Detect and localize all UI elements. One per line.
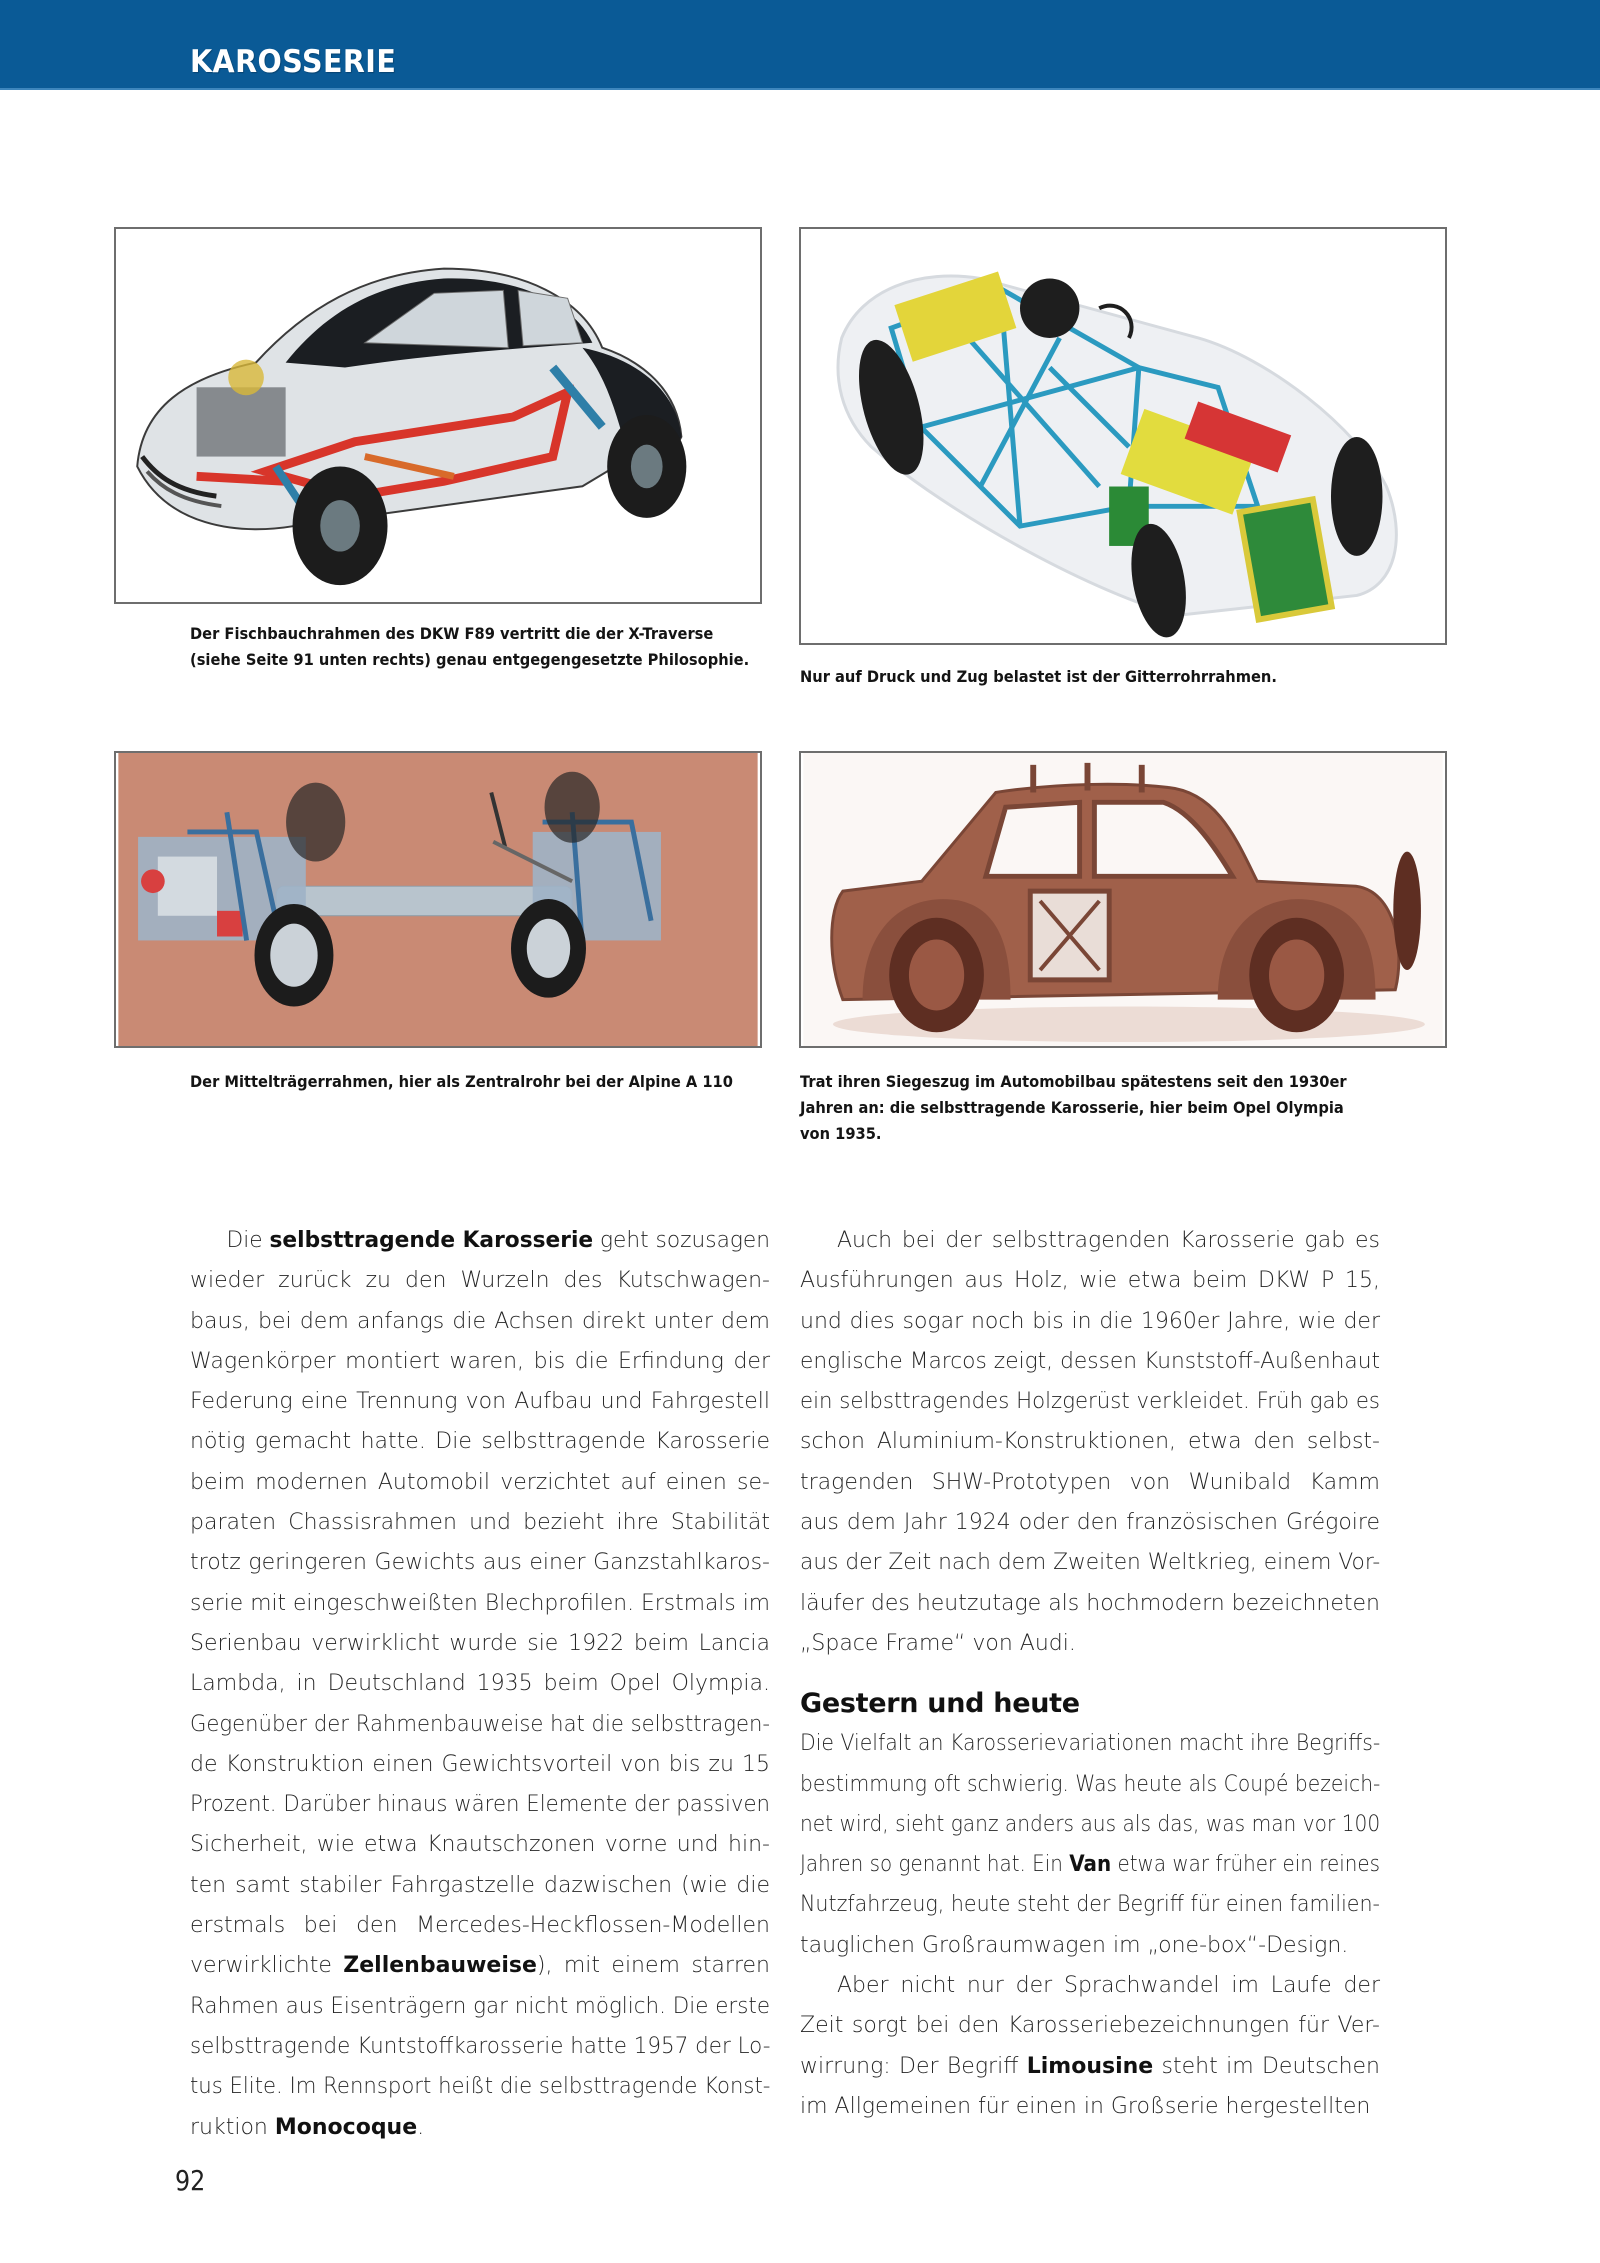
caption-line: Jahren an: die selbsttragende Karosserie, hier beim Opel Olympia [800,1098,1344,1117]
paragraph-sprachwandel [800,1966,1380,2127]
text-line: serie mit eingeschweißten Blechprofilen. Erstmals im [190,1590,770,1616]
text-line: Nutzfahrzeug, heute steht der Begriff für einen familien- [800,1892,1380,1918]
body-text-left-column [190,1221,770,2148]
text-line: de Konstruktion einen Gewichtsvorteil von bis zu 15 [190,1751,770,1777]
text-line: Gegenüber der Rahmenbauweise hat die selbsttragen- [190,1711,771,1737]
text-line: Lambda, in Deutschland 1935 beim Opel Olympia. [190,1671,770,1697]
text-line: läufer des heutzutage als hochmodern bezeichneten [800,1590,1380,1616]
section-header-band [0,0,1600,90]
text-line: englische Marcos zeigt, dessen Kunststoff-Außenhaut [800,1348,1380,1374]
bold-term: Zellenbauweise [343,1953,537,1979]
text-line: beim modernen Automobil verzichtet auf einen se- [190,1469,770,1495]
caption-line: Der Fischbauchrahmen des DKW F89 vertritt die der X-Traverse [190,624,714,643]
text-line: Die selbsttragende Karosserie geht sozusagen [226,1228,771,1253]
text-line: Aber nicht nur der Sprachwandel im Laufe der [837,1973,1380,1999]
figure-opel-olympia-image [799,751,1447,1048]
text-line: trotz geringeren Gewichts aus einer Ganzstahlkaros- [190,1550,770,1576]
bold-term: Limousine [1026,2053,1154,2079]
figure-opel-olympia-caption [800,1069,1347,1147]
caption-line: Trat ihren Siegeszug im Automobilbau spätestens seit den 1930er [800,1072,1347,1091]
caption-line: (siehe Seite 91 unten rechts) genau entgegengesetzte Philosophie. [190,650,750,669]
text-line: aus dem Jahr 1924 oder den französischen Grégoire [800,1510,1380,1536]
bold-term: Monocoque [274,2114,418,2140]
bold-term: Van [1069,1852,1112,1878]
text-line: „Space Frame“ von Audi. [800,1630,1076,1656]
paragraph-begriffsbestimmung [800,1724,1380,1966]
bold-term: selbsttragende Karosserie [269,1228,594,1253]
space-frame-cutaway-illustration [801,229,1445,643]
text-line: Wagenkörper montiert waren, bis die Erfindung der [190,1348,770,1374]
paragraph-wood-aluminium [800,1221,1380,1664]
text-line: baus, bei dem anfangs die Achsen direkt unter dem [190,1308,770,1334]
text-line: tragenden SHW-Prototypen von Wunibald Kamm [800,1469,1380,1495]
text-line: verwirklichte Zellenbauweise), mit einem starren [190,1953,770,1979]
text-line: erstmals bei den Mercedes-Heckflossen-Modellen [190,1913,770,1939]
text-line: im Allgemeinen für einen in Großserie hergestellten [800,2093,1371,2119]
figure-gitterrohrrahmen-image [799,227,1447,645]
text-line: schon Aluminium-Konstruktionen, etwa den selbst- [800,1429,1380,1455]
text-line: bestimmung oft schwierig. Was heute als Coupé bezeich- [800,1771,1381,1797]
text-line: paraten Chassisrahmen und bezieht ihre Stabilität [190,1510,770,1536]
text-line: ten samt stabiler Fahrgastzelle dazwischen (wie die [190,1872,770,1898]
text-line: wirrung: Der Begriff Limousine steht im Deutschen [800,2053,1380,2079]
text-line: ein selbsttragendes Holzgerüst verkleidet. Früh gab es [800,1389,1380,1415]
page-number: 92 [175,2164,206,2197]
text-line: Zeit sorgt bei den Karosseriebezeichnungen für Ver- [800,2013,1380,2039]
section-title: KAROSSERIE [190,44,397,80]
text-line: Serienbau verwirklicht wurde sie 1922 beim Lancia [190,1630,770,1656]
figure-alpine-a110-image [114,751,762,1048]
dkw-f89-cutaway-illustration [116,229,760,602]
caption-line: von 1935. [800,1124,882,1143]
text-line: aus der Zeit nach dem Zweiten Weltkrieg, einem Vor- [800,1550,1381,1576]
section-heading-gestern-und-heute: Gestern und heute [800,1688,1080,1720]
figure-dkw-f89-caption [190,621,749,673]
text-line: net wird, sieht ganz anders aus als das, was man vor 100 [800,1811,1381,1837]
text-line: tus Elite. Im Rennsport heißt die selbsttragende Konst- [190,2074,771,2100]
figure-dkw-f89-image [114,227,762,604]
text-line: Prozent. Darüber hinaus wären Elemente der passiven [190,1792,771,1818]
text-line: selbsttragende Kuntstoffkarosserie hatte 1957 der Lo- [190,2033,771,2059]
text-line: wieder zurück zu den Wurzeln des Kutschwagen- [190,1268,770,1294]
text-line: Ausführungen aus Holz, wie etwa beim DKW P 15, [800,1268,1380,1294]
text-line: Auch bei der selbsttragenden Karosserie gab es [837,1228,1380,1253]
text-line: nötig gemacht hatte. Die selbsttragende Karosserie [190,1429,770,1455]
text-line: Die Vielfalt an Karosserievariationen macht ihre Begriffs- [800,1731,1381,1757]
text-line: Jahren so genannt hat. Ein Van etwa war früher ein reines [800,1852,1381,1878]
text-line: und dies sogar noch bis in die 1960er Jahre, wie der [800,1308,1380,1334]
caption-line: Nur auf Druck und Zug belastet ist der Gitterrohrrahmen. [800,667,1277,686]
figure-alpine-a110-caption [190,1069,733,1095]
caption-line: Der Mittelträgerrahmen, hier als Zentralrohr bei der Alpine A 110 [190,1072,733,1091]
text-line: Rahmen aus Eisenträgern gar nicht möglich. Die erste [190,1993,771,2019]
text-line: tauglichen Großraumwagen im „one-box“-Design. [800,1932,1349,1958]
body-text-right-column [800,1221,1380,2127]
opel-olympia-unibody-photo [801,753,1445,1046]
figure-gitterrohrrahmen-caption [800,664,1277,690]
text-line: Sicherheit, wie etwa Knautschzonen vorne und hin- [190,1832,770,1858]
alpine-backbone-chassis-photo [116,753,760,1046]
text-line: ruktion Monocoque. [190,2114,425,2140]
text-line: Federung eine Trennung von Aufbau und Fahrgestell [190,1389,770,1415]
